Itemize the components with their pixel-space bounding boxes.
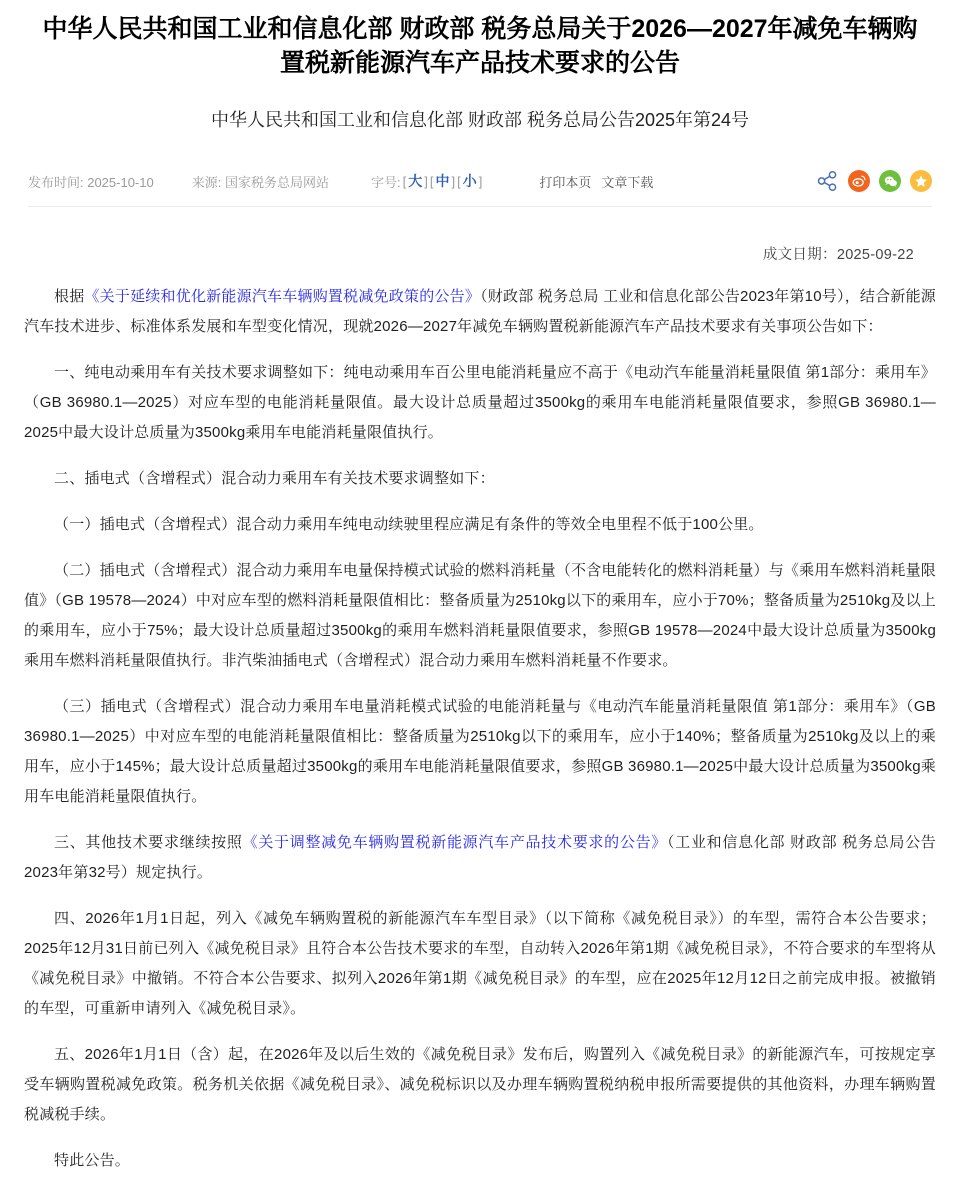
- paragraph-section-2-item-3: （三）插电式（含增程式）混合动力乘用车电量消耗模式试验的电能消耗量与《电动汽车能量消耗量限值 第1部分：乘用车》（GB 36980.1—2025）中对应车型的电能消耗量限值相比：整备质量为2510kg以下的乘用车，应小于140%；整备质量为2510kg及以上的乘用车，应小于145%；最大设计总质量超过3500kg的乘用车电能消耗量限值要求，参照GB 36980.1—2025中最大设计总质量为3500kg乘用车电能消耗量限值执行。: [24, 698, 936, 805]
- paragraph-section-3-suffix: （工业和信息化部 财政部 税务总局公告2023年第32号）规定执行。: [24, 834, 936, 881]
- bracket-close: ]: [424, 174, 428, 189]
- font-size-small-button[interactable]: [457, 171, 482, 191]
- paragraph-section-4: 四、2026年1月1日起，列入《减免车辆购置税的新能源汽车车型目录》（以下简称《减免税目录》）的车型，需符合本公告要求；2025年12月31日前已列入《减免税目录》且符合本公告技术要求的车型，自动转入2026年第1期《减免税目录》，不符合要求的车型将从《减免税目录》中撤销。不符合本公告要求、拟列入2026年第1期《减免税目录》的车型，应在2025年12月12日之前完成申报。被撤销的车型，可重新申请列入《减免税目录》。: [24, 910, 936, 1017]
- font-size-large-label: 大: [408, 173, 423, 189]
- meta-bar: [0, 164, 960, 198]
- paragraph-section-1: 一、纯电动乘用车有关技术要求调整如下：纯电动乘用车百公里电能消耗量应不高于《电动汽车能量消耗量限值 第1部分：乘用车》（GB 36980.1—2025）对应车型的电能消耗量限值。最大设计总质量超过3500kg的乘用车电能消耗量限值要求，参照GB 36980.1—2025中最大设计总质量为3500kg乘用车电能消耗量限值执行。: [24, 364, 936, 441]
- paragraph-section-5: 五、2026年1月1日（含）起，在2026年及以后生效的《减免税目录》发布后，购置列入《减免税目录》的新能源汽车，可按规定享受车辆购置税减免政策。税务机关依据《减免税目录》、减免税标识以及办理车辆购置税纳税申报所需要提供的其他资料，办理车辆购置税减税手续。: [24, 1046, 936, 1123]
- font-size-label: 字号:: [370, 174, 401, 190]
- policy-continuation-link[interactable]: 《关于延续和优化新能源汽车车辆购置税减免政策的公告》: [84, 288, 481, 305]
- document-number-subtitle: 中华人民共和国工业和信息化部 财政部 税务总局公告2025年第24号: [210, 110, 750, 130]
- article-body: [0, 243, 960, 1186]
- font-size-small-label: 小: [462, 173, 477, 189]
- bracket-open: [: [402, 174, 407, 189]
- technical-requirements-adjustment-link[interactable]: 《关于调整减免车辆购置税新能源汽车产品技术要求的公告》: [242, 834, 668, 851]
- publish-time: 发布时间: 2025-10-10: [28, 174, 154, 190]
- font-size-medium-button[interactable]: [430, 171, 455, 191]
- bracket-open: [: [457, 174, 461, 189]
- wechat-icon[interactable]: [879, 170, 901, 192]
- page-title: 中华人民共和国工业和信息化部 财政部 税务总局关于2026—2027年减免车辆购置税新能源汽车产品技术要求的公告: [42, 15, 918, 77]
- paragraph-basis-suffix: （财政部 税务总局 工业和信息化部公告2023年第10号），结合新能源汽车技术进步、标准体系发展和车型变化情况，现就2026—2027年减免车辆购置税新能源汽车产品技术要求有关事项公告如下：: [24, 288, 936, 335]
- source-label: 来源: 国家税务总局网站: [191, 174, 329, 190]
- bracket-close: ]: [478, 174, 483, 189]
- download-article-button[interactable]: 文章下载: [601, 174, 654, 190]
- favorite-star-icon[interactable]: [910, 170, 932, 192]
- bracket-close: ]: [451, 174, 456, 189]
- written-date: 成文日期：2025-09-22: [762, 247, 914, 263]
- title-block: [0, 0, 960, 134]
- share-nodes-icon[interactable]: [817, 170, 839, 192]
- bracket-open: [: [429, 174, 434, 189]
- paragraph-section-3: [24, 828, 936, 888]
- meta-actions: [539, 172, 663, 191]
- share-group: [817, 170, 932, 192]
- paragraph-basis-prefix: 根据: [54, 288, 85, 305]
- font-size-medium-label: 中: [435, 173, 450, 189]
- meta-divider: [28, 206, 932, 207]
- paragraph-section-3-prefix: 三、其他技术要求继续按照: [54, 834, 243, 851]
- paragraph-section-2-item-2: （二）插电式（含增程式）混合动力乘用车电量保持模式试验的燃料消耗量（不含电能转化的燃料消耗量）与《乘用车燃料消耗量限值》（GB 19578—2024）中对应车型的燃料消耗量限值相比：整备质量为2510kg以下的乘用车，应小于70%；整备质量为2510kg及以上的乘用车，应小于75%；最大设计总质量超过3500kg的乘用车燃料消耗量限值要求，参照GB 19578—2024中最大设计总质量为3500kg乘用车燃料消耗量限值执行。非汽柴油插电式（含增程式）混合动力乘用车燃料消耗量不作要求。: [24, 562, 936, 669]
- paragraph-basis: [24, 282, 936, 342]
- weibo-icon[interactable]: [848, 170, 870, 192]
- paragraph-section-2-item-1: （一）插电式（含增程式）混合动力乘用车纯电动续驶里程应满足有条件的等效全电里程不低于100公里。: [54, 516, 764, 533]
- print-page-button[interactable]: 打印本页: [539, 174, 592, 190]
- font-size-large-button[interactable]: [403, 171, 428, 191]
- paragraph-closing: 特此公告。: [54, 1152, 131, 1169]
- paragraph-section-2: 二、插电式（含增程式）混合动力乘用车有关技术要求调整如下：: [54, 470, 495, 487]
- font-size-selector: [371, 171, 483, 191]
